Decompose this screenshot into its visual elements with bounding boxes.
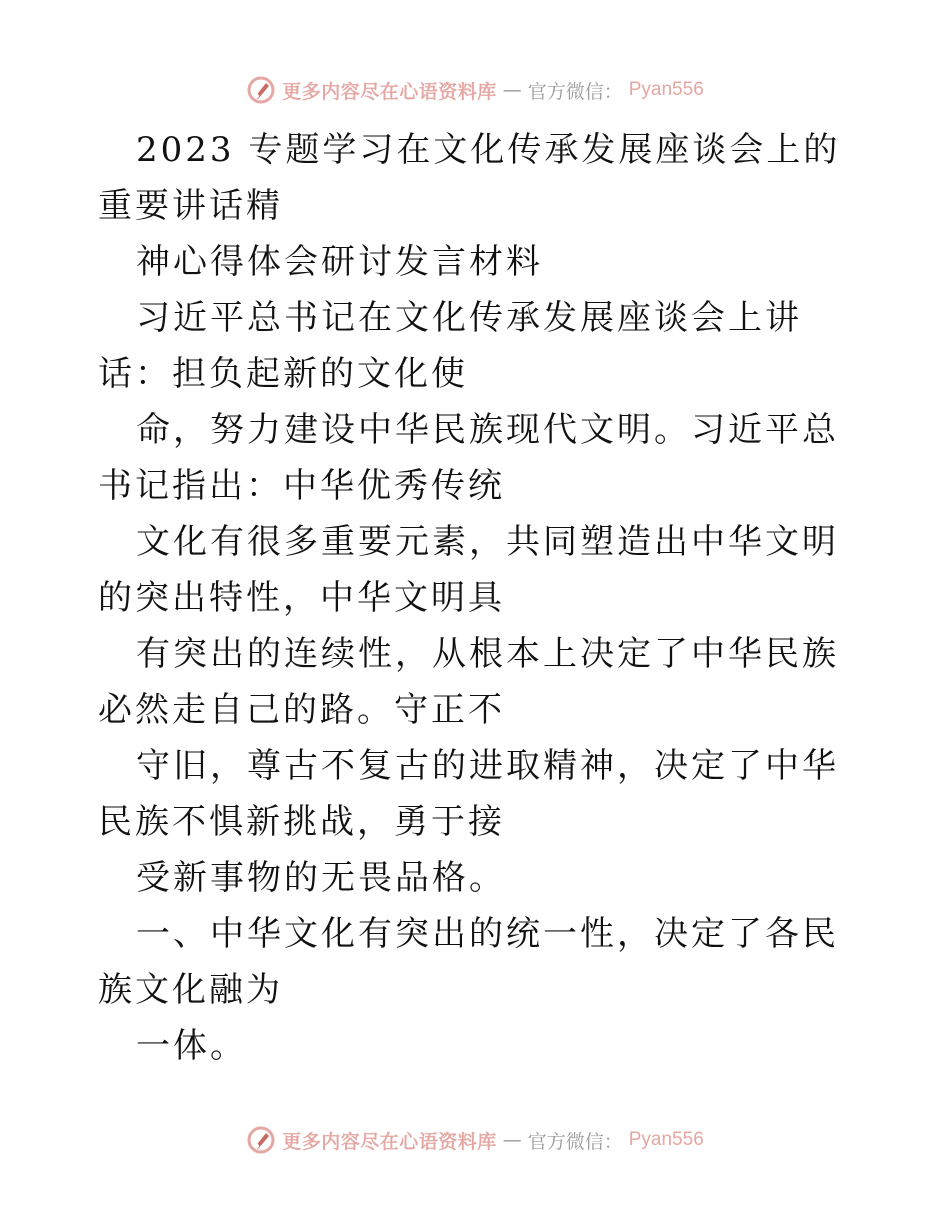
pen-nib-logo-icon: [246, 1125, 276, 1155]
document-body: [98, 122, 858, 1074]
watermark-footer: [0, 1120, 950, 1160]
watermark-dash: —: [502, 1129, 522, 1151]
watermark-label: 官方微信：: [527, 1130, 623, 1153]
paragraph: 习近平总书记在文化传承发展座谈会上讲话：担负起新的文化使: [98, 298, 802, 394]
watermark-text: 更多内容尽在心语资料库: [282, 80, 497, 103]
watermark-text: 更多内容尽在心语资料库: [282, 1130, 497, 1153]
watermark-dash: —: [502, 79, 522, 101]
pen-nib-logo-icon: [246, 75, 276, 105]
paragraph: 受新事物的无畏品格。: [136, 858, 506, 898]
watermark-label: 官方微信：: [527, 80, 623, 103]
section-heading: 一、中华文化有突出的统一性，决定了各民族文化融为: [98, 914, 839, 1010]
watermark-id: Pyan556: [628, 79, 704, 100]
watermark-id: Pyan556: [628, 1129, 704, 1150]
watermark-header: [0, 70, 950, 110]
paragraph: 一体。: [136, 1026, 247, 1066]
document-title-line-2: 神心得体会研讨发言材料: [136, 242, 543, 282]
paragraph: 有突出的连续性，从根本上决定了中华民族必然走自己的路。守正不: [98, 634, 839, 730]
paragraph: 文化有很多重要元素，共同塑造出中华文明的突出特性，中华文明具: [98, 522, 839, 618]
document-title-line-1: 2023 专题学习在文化传承发展座谈会上的重要讲话精: [98, 130, 841, 226]
paragraph: 命，努力建设中华民族现代文明。习近平总书记指出：中华优秀传统: [98, 410, 839, 506]
paragraph: 守旧，尊古不复古的进取精神，决定了中华民族不惧新挑战，勇于接: [98, 746, 839, 842]
